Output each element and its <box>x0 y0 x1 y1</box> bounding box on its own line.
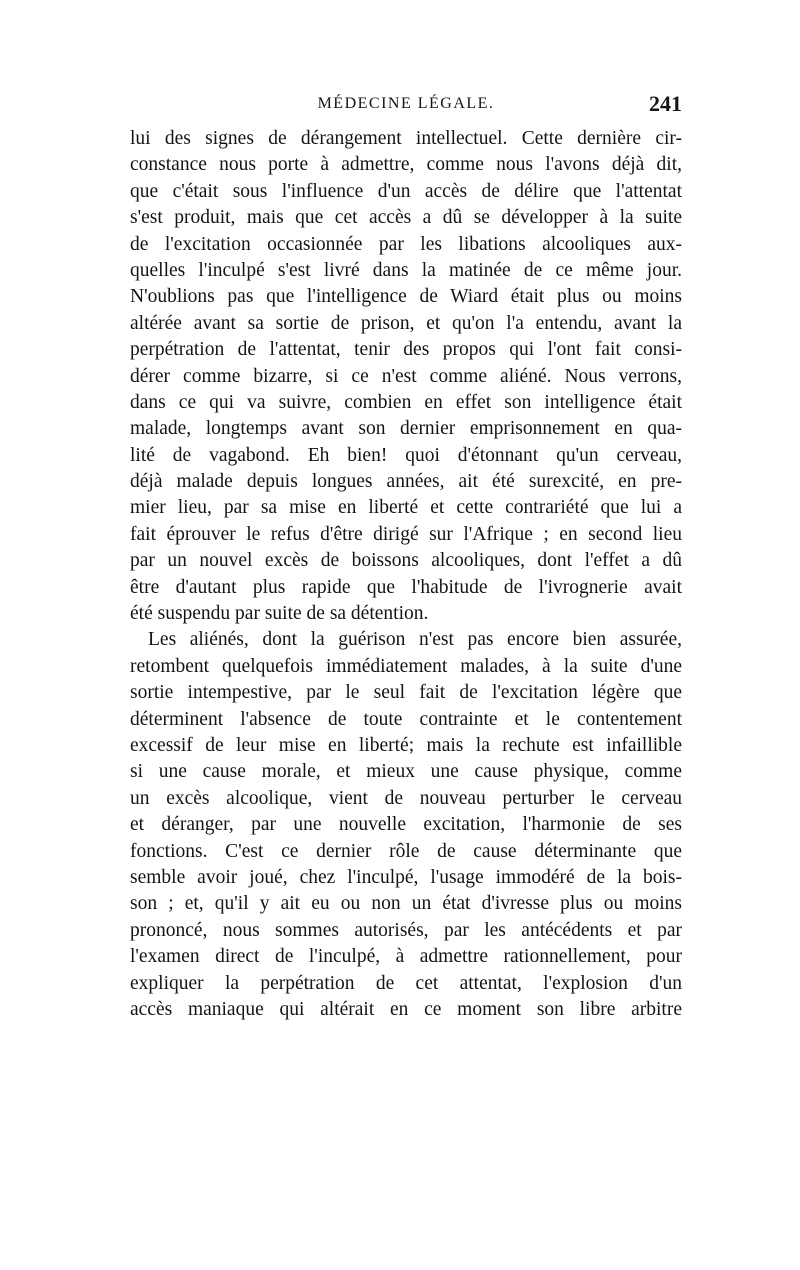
paragraph <box>130 126 682 627</box>
text-line: malade, longtemps avant son dernier emprisonnement en qua- <box>130 418 682 440</box>
text-line: être d'autant plus rapide que l'habitude de l'ivrognerie avait <box>130 576 682 598</box>
text-line: excessif de leur mise en liberté; mais la rechute est infaillible <box>130 734 682 756</box>
text-line: fait éprouver le refus d'être dirigé sur l'Afrique ; en second lieu <box>130 523 682 545</box>
text-line: perpétration de l'attentat, tenir des propos qui l'ont fait consi- <box>130 339 682 361</box>
text-line: lité de vagabond. Eh bien! quoi d'étonnant qu'un cerveau, <box>130 444 682 466</box>
text-line: quelles l'inculpé s'est livré dans la matinée de ce même jour. <box>130 259 682 281</box>
text-line: Les aliénés, dont la guérison n'est pas encore bien assurée, <box>148 629 682 651</box>
text-line: fonctions. C'est ce dernier rôle de cause déterminante que <box>130 840 682 862</box>
text-line: de l'excitation occasionnée par les libations alcooliques aux- <box>130 233 682 255</box>
text-line: déterminent l'absence de toute contrainte et le contentement <box>130 708 682 730</box>
text-line: s'est produit, mais que cet accès a dû se développer à la suite <box>130 207 682 229</box>
paragraph <box>130 627 682 1023</box>
text-line: un excès alcoolique, vient de nouveau perturber le cerveau <box>130 787 682 809</box>
text-line: son ; et, qu'il y ait eu ou non un état d'ivresse plus ou moins <box>130 893 682 915</box>
text-line: lui des signes de dérangement intellectuel. Cette dernière cir- <box>130 128 682 149</box>
text-line: prononcé, nous sommes autorisés, par les antécédents et par <box>130 919 682 941</box>
text-line: expliquer la perpétration de cet attentat, l'explosion d'un <box>130 972 682 994</box>
text-line: accès maniaque qui altérait en ce moment son libre arbitre <box>130 998 682 1020</box>
text-line: sortie intempestive, par le seul fait de l'excitation légère que <box>130 682 682 704</box>
text-line: l'examen direct de l'inculpé, à admettre rationnellement, pour <box>130 946 682 968</box>
text-line: constance nous porte à admettre, comme nous l'avons déjà dit, <box>130 154 682 176</box>
text-line: mier lieu, par sa mise en liberté et cette contrariété que lui a <box>130 497 682 519</box>
text-line: si une cause morale, et mieux une cause physique, comme <box>130 761 682 783</box>
text-line: altérée avant sa sortie de prison, et qu'on l'a entendu, avant la <box>130 312 682 334</box>
text-line: dérer comme bizarre, si ce n'est comme aliéné. Nous verrons, <box>130 365 682 387</box>
text-line: retombent quelquefois immédiatement malades, à la suite d'une <box>130 655 682 677</box>
text-line: par un nouvel excès de boissons alcooliques, dont l'effet a dû <box>130 550 682 572</box>
text-line: et déranger, par une nouvelle excitation, l'harmonie de ses <box>130 814 682 836</box>
text-line: que c'était sous l'influence d'un accès de délire que l'attentat <box>130 180 682 202</box>
text-line: été suspendu par suite de sa détention. <box>130 603 429 625</box>
body-text <box>130 126 682 1023</box>
text-line: dans ce qui va suivre, combien en effet son intelligence était <box>130 391 682 413</box>
running-head <box>130 92 682 116</box>
text-line: semble avoir joué, chez l'inculpé, l'usage immodéré de la bois- <box>130 866 682 888</box>
page-number: 241 <box>649 91 682 116</box>
text-line: déjà malade depuis longues années, ait été surexcité, en pre- <box>130 471 682 493</box>
running-title: MÉDECINE LÉGALE. <box>317 95 495 112</box>
text-line: N'oublions pas que l'intelligence de Wiard était plus ou moins <box>130 286 682 308</box>
